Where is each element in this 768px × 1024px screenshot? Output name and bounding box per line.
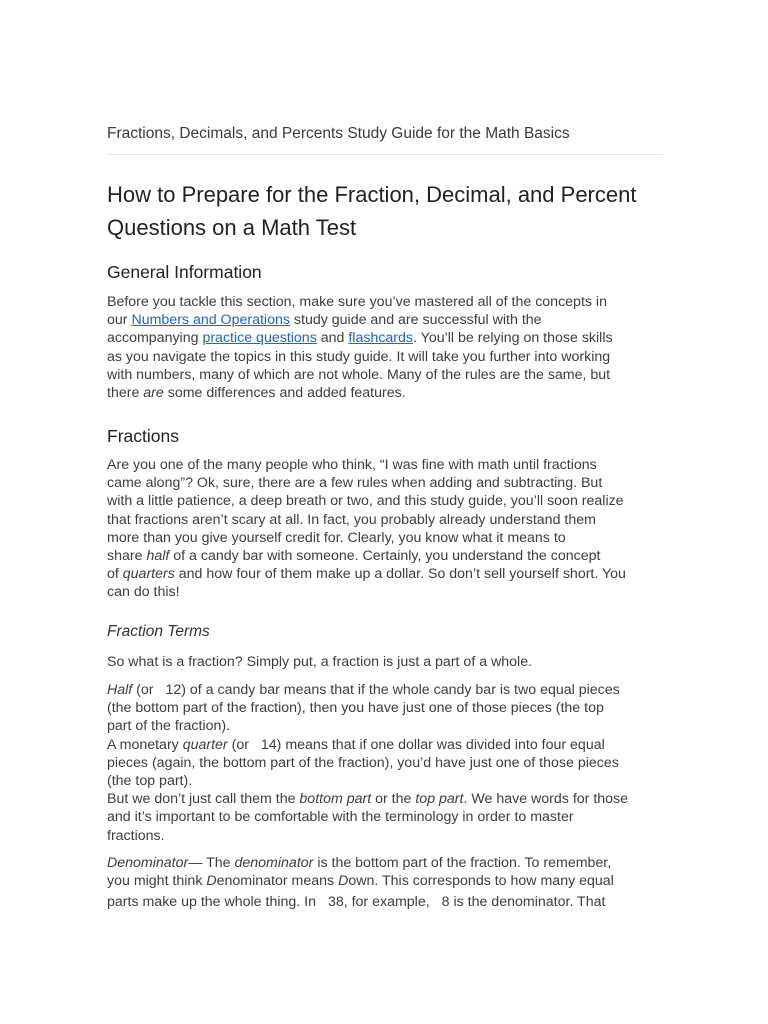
text-span: share xyxy=(107,548,147,565)
text-span: and how four of them make up a dollar. So don’t sell yourself short. You xyxy=(174,566,626,583)
paragraph-general-information xyxy=(107,293,663,402)
emphasis: quarters xyxy=(122,566,175,583)
text-line: pieces (again, the bottom part of the fraction), you’d have just one of those pieces xyxy=(107,754,619,771)
paragraph-fraction-intro: So what is a fraction? Simply put, a fraction is just a part of a whole. xyxy=(107,654,533,670)
page-title xyxy=(107,178,663,244)
paragraph-fractions xyxy=(107,456,663,602)
text-span: A monetary xyxy=(107,736,183,753)
text-span: ) means that if one dollar was divided into four equal xyxy=(276,736,605,753)
text-line xyxy=(107,681,663,699)
fraction-text: 12 xyxy=(165,682,182,698)
emphasis: are xyxy=(143,385,164,402)
text-line xyxy=(107,872,663,890)
text-line: came along”? Ok, sure, there are a few rules when adding and subtracting. But xyxy=(107,475,603,492)
fraction-text: 38 xyxy=(327,894,344,911)
text-line: Are you one of the many people who think, “I was fine with math until fractions xyxy=(107,457,597,473)
emphasis: D xyxy=(206,873,217,890)
text-span: study guide and are successful with the xyxy=(289,312,542,329)
emphasis: half xyxy=(146,548,170,565)
text-line: part of the fraction). xyxy=(107,718,231,735)
text-span: (or xyxy=(132,682,158,698)
text-line xyxy=(107,790,663,808)
paragraph-half xyxy=(107,681,663,845)
divider xyxy=(107,154,663,155)
text-line xyxy=(107,854,663,872)
emphasis: bottom part xyxy=(299,791,372,808)
site-title: Fractions, Decimals, and Percents Study Guide for the Math Basics xyxy=(107,125,570,142)
text-line xyxy=(107,384,663,402)
text-line: (the top part). xyxy=(107,773,193,790)
text-line xyxy=(107,311,663,329)
text-span: accompanying xyxy=(107,330,203,347)
text-span: (or xyxy=(227,736,253,753)
text-line xyxy=(107,893,663,911)
text-span: parts make up the whole thing. In xyxy=(107,894,320,911)
text-span: . We have words for those xyxy=(463,791,629,808)
heading-fraction-terms: Fraction Terms xyxy=(107,623,210,640)
fraction-text: 8 xyxy=(441,894,450,911)
text-span: is the bottom part of the fraction. To remember, xyxy=(313,855,612,871)
text-line xyxy=(107,547,663,565)
text-line: fractions. xyxy=(107,827,165,844)
text-line: (the bottom part of the fraction), then you have just one of those pieces (the top xyxy=(107,700,604,717)
text-line: that fractions aren’t scary at all. In fact, you probably already understand them xyxy=(107,511,596,528)
text-span: own. This corresponds to how many equal xyxy=(348,873,614,890)
emphasis: D xyxy=(338,873,349,890)
paragraph-denominator xyxy=(107,854,663,912)
text-line: with numbers, many of which are not whole. Many of the rules are the same, but xyxy=(107,366,611,383)
text-line: more than you give yourself credit for. Clearly, you know what it means to xyxy=(107,529,566,546)
numbers-and-operations-link[interactable]: Numbers and Operations xyxy=(131,312,290,329)
emphasis: denominator xyxy=(234,855,314,871)
text-span: , for example, xyxy=(343,894,434,911)
text-span: there xyxy=(107,385,144,402)
page-title-line-2: Questions on a Math Test xyxy=(107,215,357,240)
emphasis: top part xyxy=(415,791,464,808)
text-span: . You’ll be relying on those skills xyxy=(413,330,613,347)
practice-questions-link[interactable]: practice questions xyxy=(202,330,317,347)
emphasis: quarter xyxy=(182,736,228,753)
text-span: is the denominator. That xyxy=(449,894,606,911)
emphasis: Half xyxy=(107,682,133,698)
page-title-line-1: How to Prepare for the Fraction, Decimal, and Percent xyxy=(107,182,637,207)
emphasis: Denominator xyxy=(107,855,189,871)
text-span: enominator means xyxy=(216,873,339,890)
text-span: of xyxy=(107,566,123,583)
text-line: as you navigate the topics in this study guide. It will take you further into working xyxy=(107,348,611,365)
text-span: some differences and added features. xyxy=(163,385,406,402)
text-line xyxy=(107,565,663,583)
fraction-text: 14 xyxy=(260,736,277,753)
text-line: can do this! xyxy=(107,584,180,601)
heading-fractions: Fractions xyxy=(107,426,179,446)
text-span: ) of a candy bar means that if the whole candy bar is two equal pieces xyxy=(181,682,620,698)
text-span: our xyxy=(107,312,132,329)
text-span: But we don’t just call them the xyxy=(107,791,300,808)
text-line: Before you tackle this section, make sure you’ve mastered all of the concepts in xyxy=(107,294,607,310)
text-span: you might think xyxy=(107,873,207,890)
heading-general-information: General Information xyxy=(107,262,262,282)
text-line xyxy=(107,736,663,754)
text-line: and it’s important to be comfortable with the terminology in order to master xyxy=(107,809,574,826)
text-span: and xyxy=(316,330,349,347)
text-span: — The xyxy=(188,855,235,871)
flashcards-link[interactable]: flashcards xyxy=(348,330,414,347)
text-span: of a candy bar with someone. Certainly, you understand the concept xyxy=(169,548,601,565)
text-line xyxy=(107,329,663,347)
text-span: or the xyxy=(371,791,416,808)
text-line: with a little patience, a deep breath or two, and this study guide, you’ll soon realize xyxy=(107,493,624,510)
